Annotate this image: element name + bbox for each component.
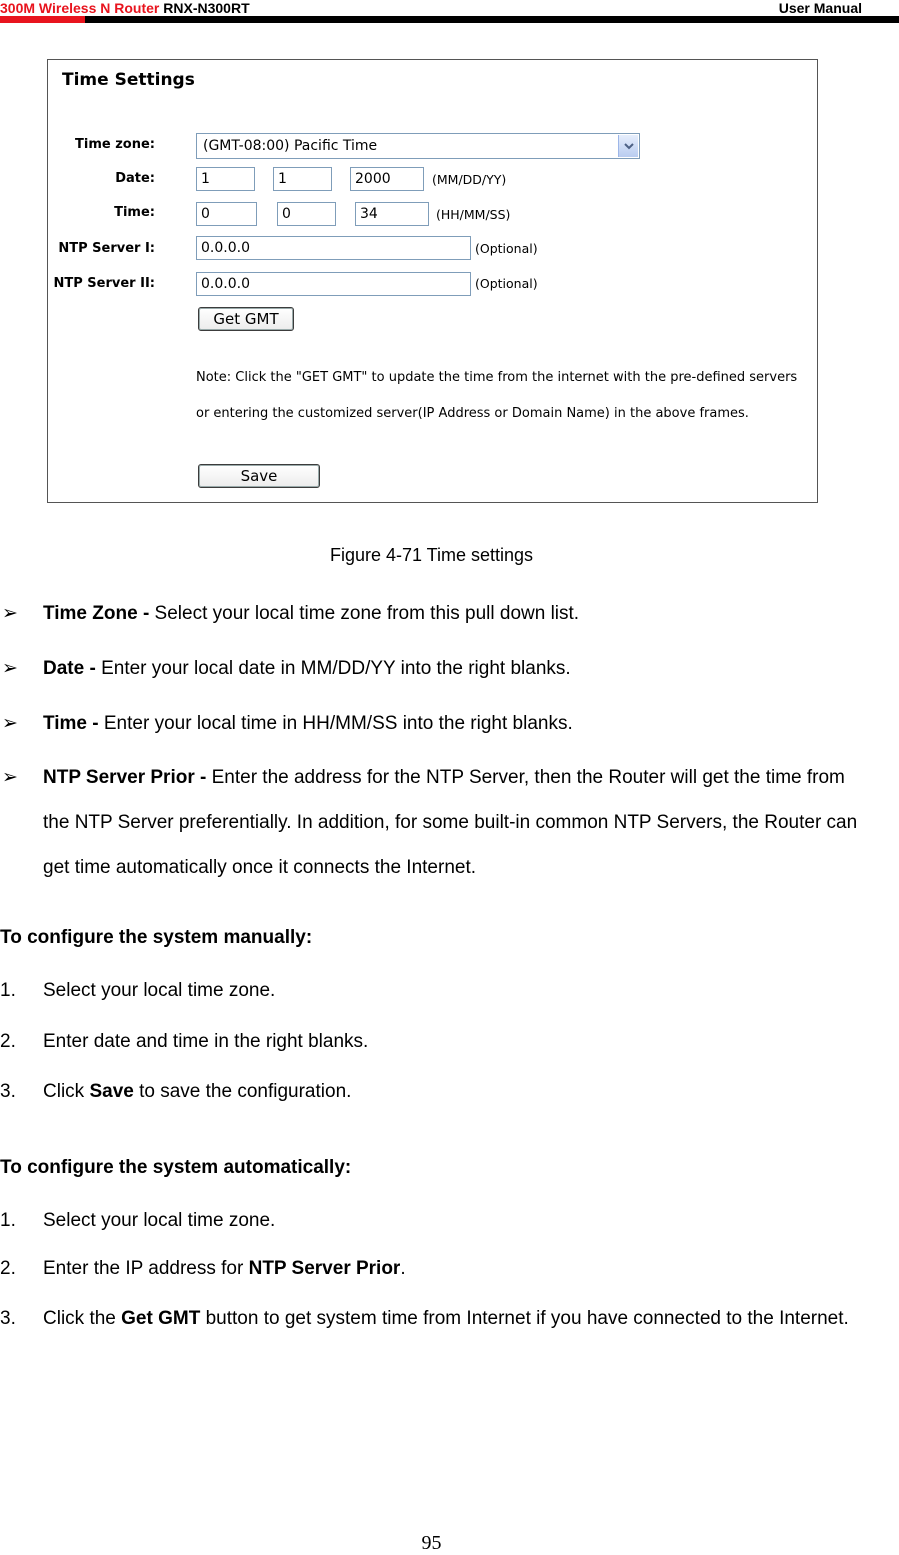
note-line-1: Note: Click the "GET GMT" to update the time from the internet with the pre-defined servers (196, 370, 798, 385)
page-header (0, 0, 899, 24)
step-text-end: . (400, 1258, 406, 1279)
figure-caption: Figure 4-71 Time settings (329, 545, 534, 565)
time-zone-label: Time zone: (75, 137, 155, 152)
date-label: Date: (115, 171, 155, 186)
step-text: Select your local time zone. (43, 980, 276, 1001)
step-text-end: to save the configuration. (133, 1081, 352, 1102)
step-number: 1. (0, 1210, 16, 1231)
note-line-2: or entering the customized server(IP Address or Domain Name) in the above frames. (196, 406, 749, 421)
step-number: 1. (0, 980, 16, 1001)
save-button[interactable]: Save (198, 464, 320, 488)
step-number: 3. (0, 1308, 16, 1329)
bullet-text: Select your local time zone from this pull down list. (149, 603, 580, 624)
header-rule (85, 16, 899, 23)
step-bold: Save (89, 1081, 134, 1102)
auto-config-heading: To configure the system automatically: (0, 1157, 352, 1178)
step-number: 2. (0, 1031, 16, 1052)
time-settings-figure (47, 59, 818, 503)
figure-title: Time Settings (62, 70, 195, 90)
page-number: 95 (421, 1532, 442, 1554)
header-doc-type: User Manual (778, 0, 862, 16)
arrow-bullet-icon: ➢ (2, 603, 18, 624)
header-rule-accent (0, 16, 85, 23)
bullet-text: Enter your local date in MM/DD/YY into the right blanks. (95, 658, 571, 679)
time-hour-input[interactable]: 0 (196, 202, 257, 226)
bullet-text: Enter the address for the NTP Server, then the Router will get the time from the NTP Server preferentially. In addition, for some built-in common NTP Servers, the Router can get time automatically once it connects the Internet. (43, 767, 858, 878)
step-text: Enter date and time in the right blanks. (43, 1031, 369, 1052)
manual-config-heading: To configure the system manually: (0, 927, 313, 948)
ntp-server-1-label: NTP Server I: (58, 241, 155, 256)
step-text-end: button to get system time from Internet if you have connected to the Internet. (200, 1308, 849, 1329)
ntp-server-1-hint: (Optional) (475, 241, 538, 256)
header-product-series: 300M Wireless N Router (0, 0, 160, 16)
step-text: Click the (43, 1308, 122, 1329)
time-format-hint: (HH/MM/SS) (436, 207, 511, 222)
ntp-server-1-input[interactable]: 0.0.0.0 (196, 236, 471, 260)
date-month-input[interactable]: 1 (196, 167, 255, 191)
bullet-term: NTP Server Prior - (43, 767, 207, 788)
time-second-input[interactable]: 34 (355, 202, 429, 226)
step-bold: NTP Server Prior (248, 1258, 401, 1279)
ntp-server-2-label: NTP Server II: (53, 276, 155, 291)
header-product-model: RNX-N300RT (163, 0, 250, 16)
step-text: Enter the IP address for (43, 1258, 249, 1279)
arrow-bullet-icon: ➢ (2, 767, 18, 788)
ntp-server-2-hint: (Optional) (475, 276, 538, 291)
arrow-bullet-icon: ➢ (2, 713, 18, 734)
time-zone-select[interactable] (196, 133, 640, 159)
bullet-text: Enter your local time in HH/MM/SS into the right blanks. (98, 713, 573, 734)
date-format-hint: (MM/DD/YY) (432, 172, 507, 187)
bullet-term: Date - (43, 658, 96, 679)
step-text: Click (43, 1081, 90, 1102)
step-number: 3. (0, 1081, 16, 1102)
bullet-term: Time - (43, 713, 99, 734)
chevron-down-icon[interactable] (618, 135, 638, 157)
date-year-input[interactable]: 2000 (350, 167, 424, 191)
get-gmt-button[interactable]: Get GMT (198, 307, 294, 331)
time-label: Time: (114, 205, 155, 220)
bullet-term: Time Zone - (43, 603, 150, 624)
date-day-input[interactable]: 1 (273, 167, 332, 191)
time-zone-value: (GMT-08:00) Pacific Time (203, 138, 378, 154)
step-number: 2. (0, 1258, 16, 1279)
step-bold: Get GMT (121, 1308, 201, 1329)
step-text: Select your local time zone. (43, 1210, 276, 1231)
time-minute-input[interactable]: 0 (277, 202, 336, 226)
arrow-bullet-icon: ➢ (2, 658, 18, 679)
header-product (0, 0, 250, 16)
ntp-server-2-input[interactable]: 0.0.0.0 (196, 272, 471, 296)
